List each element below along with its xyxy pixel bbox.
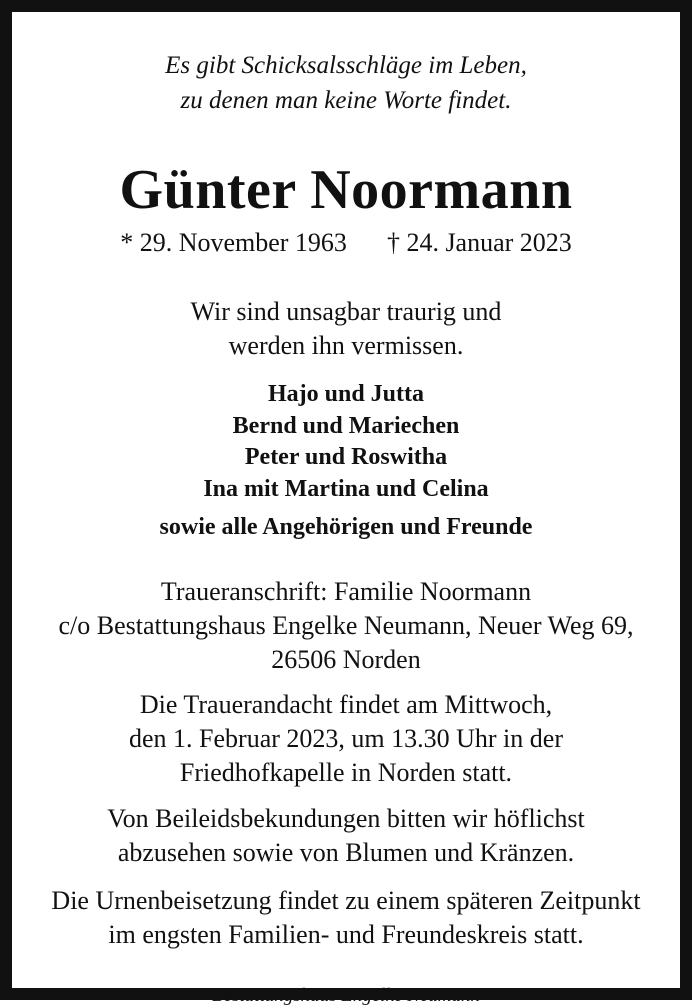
birth-date: * 29. November 1963 (120, 228, 347, 257)
footer-rule-left (170, 998, 206, 999)
life-dates (24, 226, 668, 260)
address-line: c/o Bestattungshaus Engelke Neumann, Neuer Weg 69, (58, 611, 634, 640)
urn-burial-note (24, 884, 668, 952)
deceased-name: Günter Noormann (119, 159, 573, 221)
family-member: Bernd und Mariechen (232, 412, 460, 439)
address-line: 26506 Norden (271, 645, 421, 674)
family-member: sowie alle Angehörigen und Freunde (159, 514, 533, 540)
urn-line: im engsten Familien- und Freundeskreis statt. (108, 920, 584, 949)
obituary-content (24, 24, 668, 1006)
funeral-home-name: Bestattungshaus Engelke Neumann (211, 985, 481, 1006)
family-member: Ina mit Martina und Celina (203, 475, 489, 502)
service-line: den 1. Februar 2023, um 13.30 Uhr in der (129, 724, 563, 753)
quote-line: zu denen man keine Worte findet. (180, 87, 512, 114)
death-date: † 24. Januar 2023 (386, 228, 572, 257)
mourning-address (24, 575, 668, 677)
memorial-service-info (24, 688, 668, 790)
opening-quote (24, 48, 668, 118)
service-line: Friedhofkapelle in Norden statt. (179, 758, 513, 787)
funeral-home-footer (24, 984, 668, 1008)
condolence-note (24, 802, 668, 870)
service-line: Die Trauerandacht findet am Mittwoch, (139, 690, 553, 719)
condolence-line: Von Beileidsbekundungen bitten wir höflichst (107, 804, 585, 833)
mourning-message (24, 295, 668, 363)
quote-line: Es gibt Schicksalsschläge im Leben, (165, 52, 527, 79)
family-member: Peter und Roswitha (244, 444, 448, 470)
family-member: Hajo und Jutta (267, 381, 425, 407)
footer-rule-right (486, 998, 522, 999)
condolence-line: abzusehen sowie von Blumen und Kränzen. (117, 838, 575, 867)
urn-line: Die Urnenbeisetzung findet zu einem späteren Zeitpunkt (51, 886, 641, 915)
message-line: werden ihn vermissen. (228, 331, 464, 360)
message-line: Wir sind unsagbar traurig und (190, 297, 502, 326)
address-line: Traueranschrift: Familie Noormann (160, 577, 532, 606)
family-list (24, 379, 668, 544)
